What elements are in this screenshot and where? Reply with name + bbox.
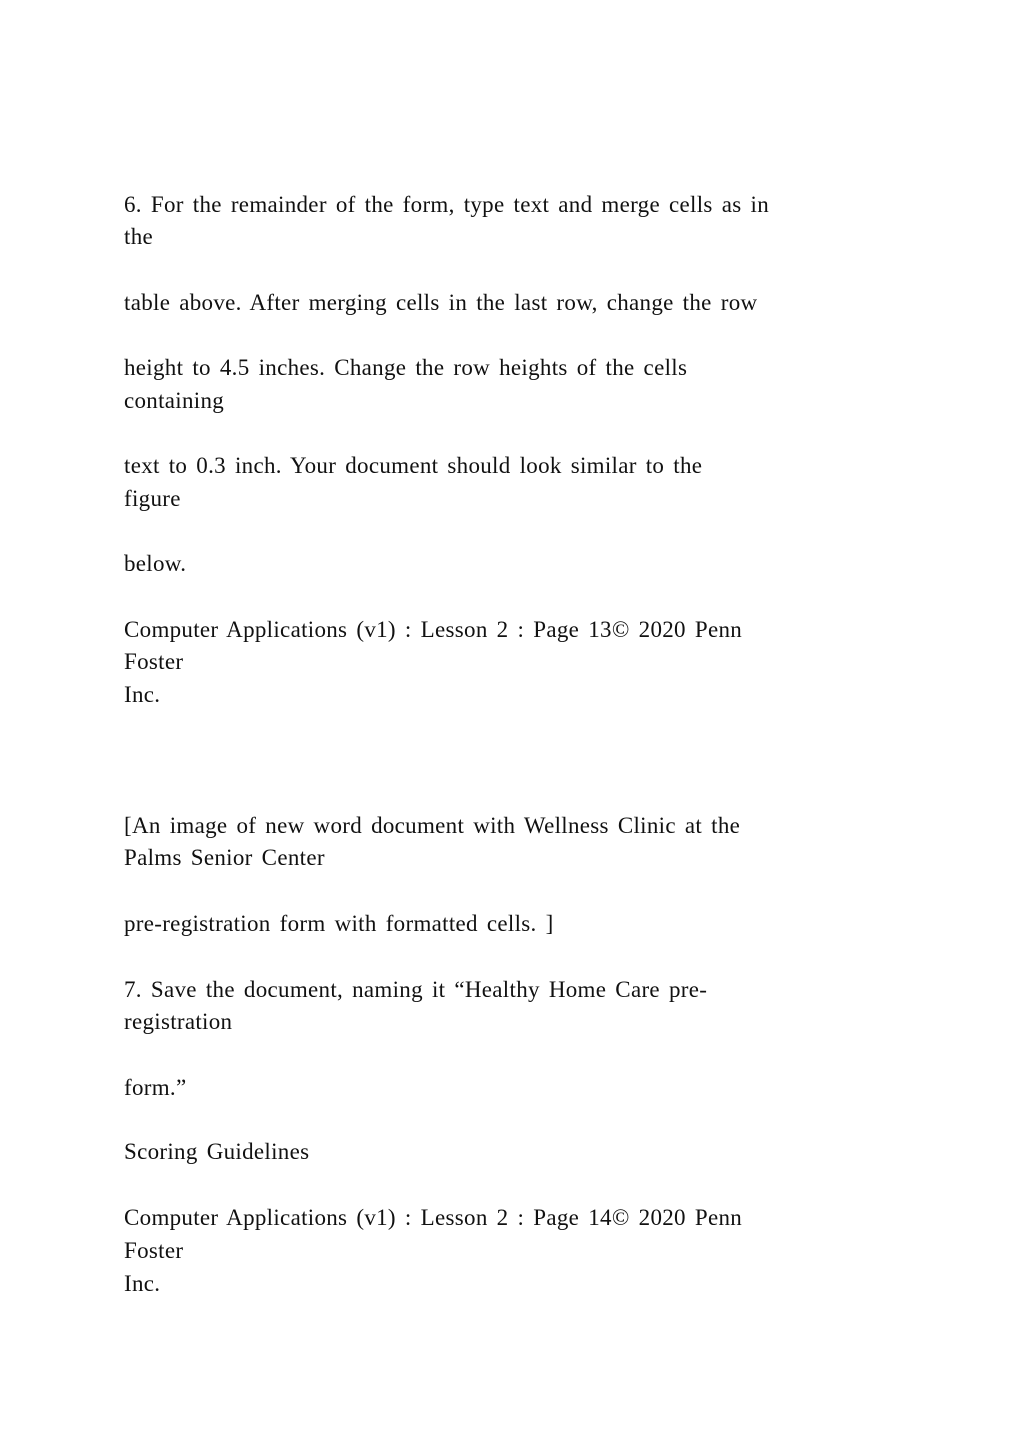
text-line: height to 4.5 inches. Change the row heights of the cells [124, 355, 688, 380]
footer-line: Computer Applications (v1) : Lesson 2 : Page 13© 2020 Penn [124, 617, 743, 642]
text-line: below. [124, 551, 187, 576]
text-line: the [124, 224, 153, 249]
footer-line: Inc. [124, 682, 161, 707]
section-heading: Scoring Guidelines [124, 1139, 310, 1164]
footer-line: Computer Applications (v1) : Lesson 2 : Page 14© 2020 Penn [124, 1205, 743, 1230]
image-caption-line: pre-registration form with formatted cells. ] [124, 911, 554, 936]
footer-line: Inc. [124, 1271, 161, 1296]
text-line: text to 0.3 inch. Your document should look similar to the [124, 453, 703, 478]
text-line: form.” [124, 1075, 187, 1100]
text-line: registration [124, 1009, 233, 1034]
footer-line: Foster [124, 1238, 184, 1263]
image-caption-line: [An image of new word document with Wellness Clinic at the [124, 813, 741, 838]
image-caption-line: Palms Senior Center [124, 845, 325, 870]
text-line: figure [124, 486, 181, 511]
footer-line: Foster [124, 649, 184, 674]
text-line: containing [124, 388, 225, 413]
text-line: table above. After merging cells in the last row, change the row [124, 290, 758, 315]
text-line: 6. For the remainder of the form, type text and merge cells as in [124, 192, 770, 217]
text-line: 7. Save the document, naming it “Healthy Home Care pre- [124, 977, 708, 1002]
